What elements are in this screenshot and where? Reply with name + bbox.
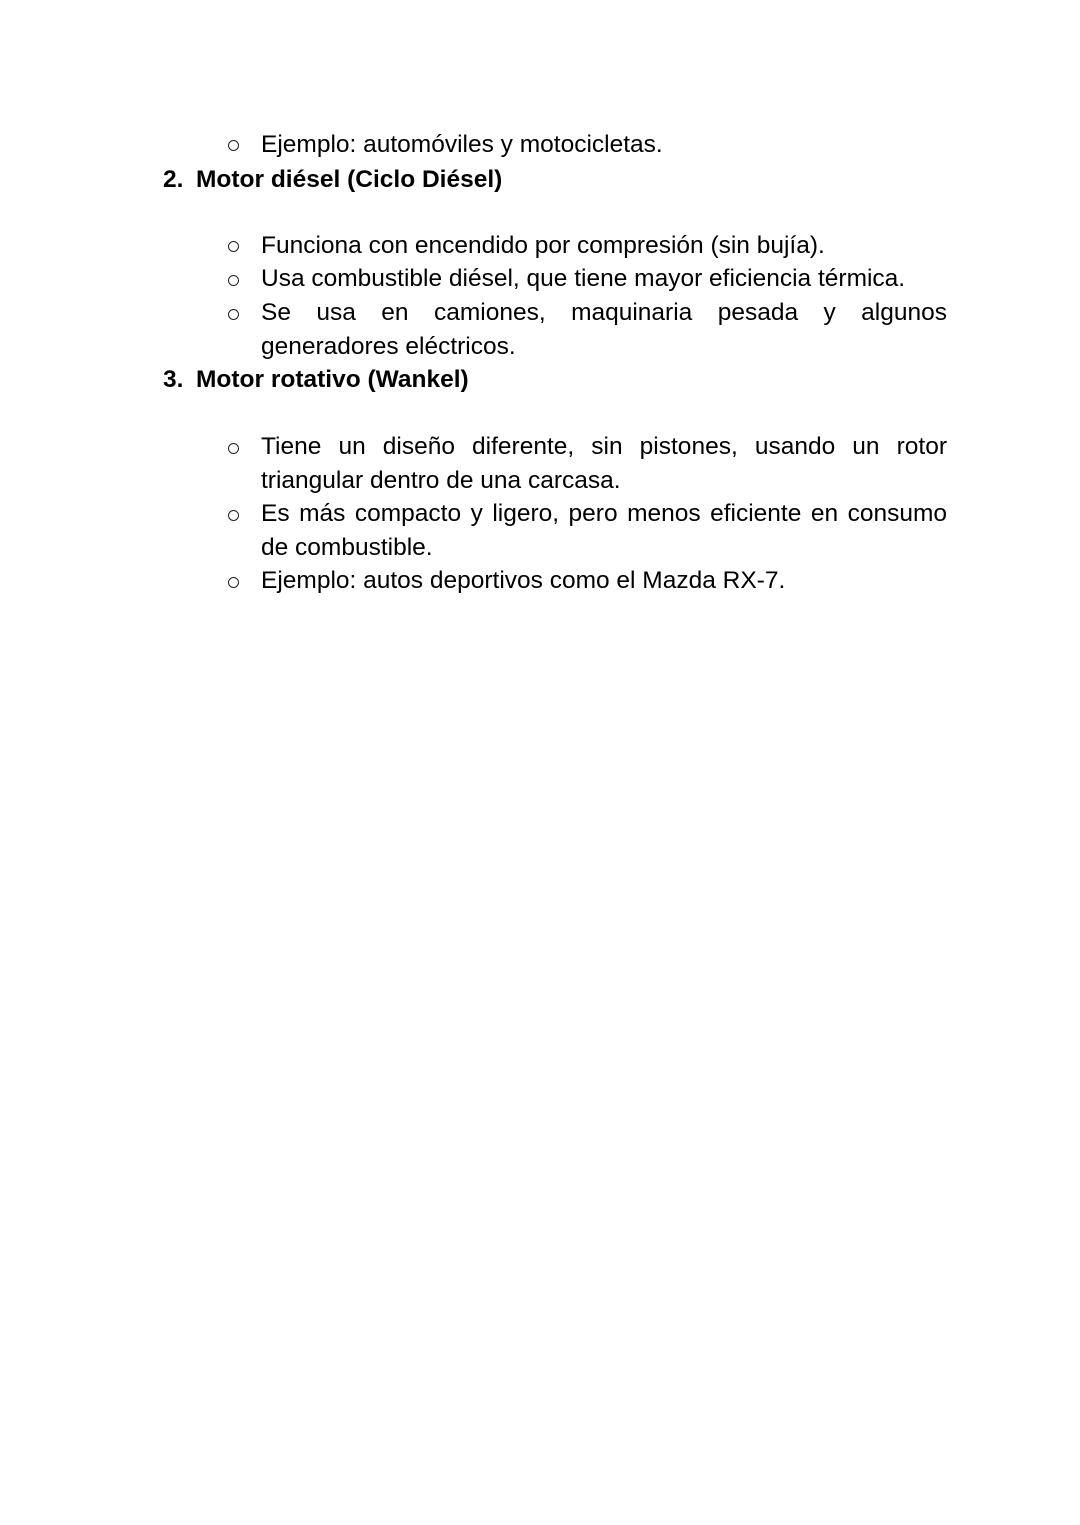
hollow-bullet-icon	[228, 140, 239, 151]
bullet-text: Tiene un diseño diferente, sin pistones, usando un rotor triangular dentro de una carcasa.	[261, 433, 947, 494]
hollow-bullet-icon	[228, 510, 239, 521]
hollow-bullet-icon	[228, 577, 239, 588]
bullet-text: Ejemplo: automóviles y motocicletas.	[261, 131, 663, 158]
bullet-text: Ejemplo: autos deportivos como el Mazda RX-7.	[261, 567, 786, 594]
bullet-text: Se usa en camiones, maquinaria pesada y algunos generadores eléctricos.	[261, 299, 947, 360]
bullet-text: Funciona con encendido por compresión (sin bujía).	[261, 232, 825, 259]
hollow-bullet-icon	[228, 309, 239, 320]
bullet-text: Es más compacto y ligero, pero menos eficiente en consumo de combustible.	[261, 500, 947, 561]
hollow-bullet-icon	[228, 443, 239, 454]
hollow-bullet-icon	[228, 275, 239, 286]
hollow-bullet-icon	[228, 241, 239, 252]
section-number: 3.	[163, 366, 184, 393]
section-number: 2.	[163, 166, 184, 193]
bullet-text: Usa combustible diésel, que tiene mayor eficiencia térmica.	[261, 265, 906, 292]
section-title: Motor diésel (Ciclo Diésel)	[196, 166, 503, 193]
section-title: Motor rotativo (Wankel)	[196, 366, 469, 393]
